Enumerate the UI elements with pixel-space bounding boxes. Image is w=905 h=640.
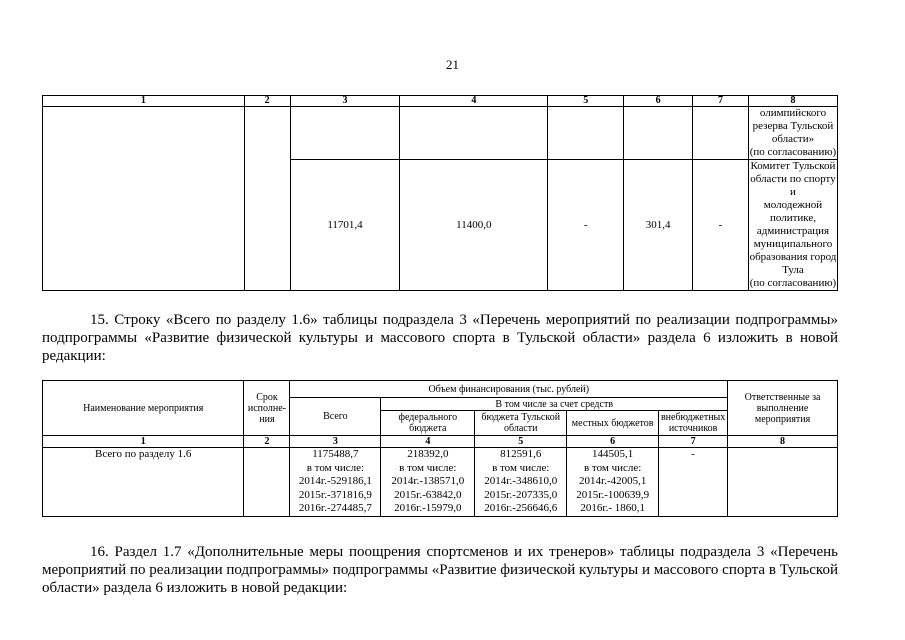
paragraph-16: 16. Раздел 1.7 «Дополнительные меры поощрения спортсменов и их тренеров» таблицы подраздела 3 «Перечень мероприятий по реализации подпрограммы» подпрограммы «Развитие физической культуры и массового спорта в Тульской области» раздела 6 изложить в новой редакции: bbox=[42, 544, 838, 596]
header-term: Срок исполне-ния bbox=[244, 381, 290, 436]
table-row bbox=[43, 107, 838, 160]
header-local: местных бюджетов bbox=[567, 411, 659, 436]
header-including: В том числе за счет средств bbox=[381, 398, 728, 411]
column-number: 4 bbox=[381, 436, 475, 448]
column-number: 8 bbox=[748, 96, 837, 107]
column-number: 5 bbox=[548, 96, 624, 107]
column-number: 6 bbox=[624, 96, 693, 107]
column-number: 6 bbox=[567, 436, 659, 448]
paragraph-15: 15. Строку «Всего по разделу 1.6» таблицы подраздела 3 «Перечень мероприятий по реализации подпрограммы» подпрограммы «Развитие физической культуры и массового спорта в Тульской области» раздела 6 изложить в новой редакции: bbox=[42, 312, 838, 364]
column-number: 1 bbox=[43, 96, 245, 107]
row-name: Всего по разделу 1.6 bbox=[43, 448, 244, 517]
extra-value: - bbox=[693, 160, 749, 291]
header-total: Всего bbox=[290, 398, 381, 436]
column-number: 2 bbox=[244, 96, 290, 107]
column-number: 4 bbox=[400, 96, 548, 107]
column-number: 3 bbox=[290, 436, 381, 448]
responsible-cell: олимпийского резерва Тульской области» (по согласованию) bbox=[749, 107, 837, 158]
local-value: 301,4 bbox=[624, 160, 693, 291]
column-number: 1 bbox=[43, 436, 244, 448]
column-number: 3 bbox=[290, 96, 400, 107]
column-number-row bbox=[43, 436, 838, 448]
regional-values: 812591,6 в том числе: 2014г.-348610,0 2015г.-207335,0 2016г.-256646,6 bbox=[475, 448, 567, 517]
column-number: 2 bbox=[244, 436, 290, 448]
header-responsible: Ответственные за выполнение мероприятия bbox=[728, 381, 838, 436]
local-values: 144505,1 в том числе: 2014г.-42005,1 2015г.-100639,9 2016г.- 1860,1 bbox=[567, 448, 659, 517]
column-number: 5 bbox=[475, 436, 567, 448]
column-number: 7 bbox=[693, 96, 749, 107]
federal-value: 11400,0 bbox=[400, 160, 548, 291]
section-total-table bbox=[42, 380, 838, 517]
header-extra: внебюджетных источников bbox=[659, 411, 728, 436]
extra-value: - bbox=[659, 448, 728, 517]
header-volume: Объем финансирования (тыс. рублей) bbox=[290, 381, 728, 398]
header-federal: федерального бюджета bbox=[381, 411, 475, 436]
federal-values: 218392,0 в том числе: 2014г.-138571,0 2015г.-63842,0 2016г.-15979,0 bbox=[381, 448, 475, 517]
header-regional: бюджета Тульской области bbox=[475, 411, 567, 436]
responsible-cell: Комитет Тульской области по спорту и молодежной политике, администрация муниципального образования город Тула (по согласованию) bbox=[749, 160, 837, 289]
page-number: 21 bbox=[446, 57, 459, 72]
activities-table-fragment bbox=[42, 95, 838, 291]
regional-value: - bbox=[548, 160, 624, 291]
table-row bbox=[43, 448, 838, 517]
column-number-row bbox=[43, 96, 838, 107]
column-number: 8 bbox=[728, 436, 838, 448]
total-values: 1175488,7 в том числе: 2014г.-529186,1 2015г.-371816,9 2016г.-274485,7 bbox=[290, 448, 381, 517]
header-name: Наименование мероприятия bbox=[43, 381, 244, 436]
column-number: 7 bbox=[659, 436, 728, 448]
total-value: 11701,4 bbox=[290, 160, 400, 291]
header-row bbox=[43, 381, 838, 398]
